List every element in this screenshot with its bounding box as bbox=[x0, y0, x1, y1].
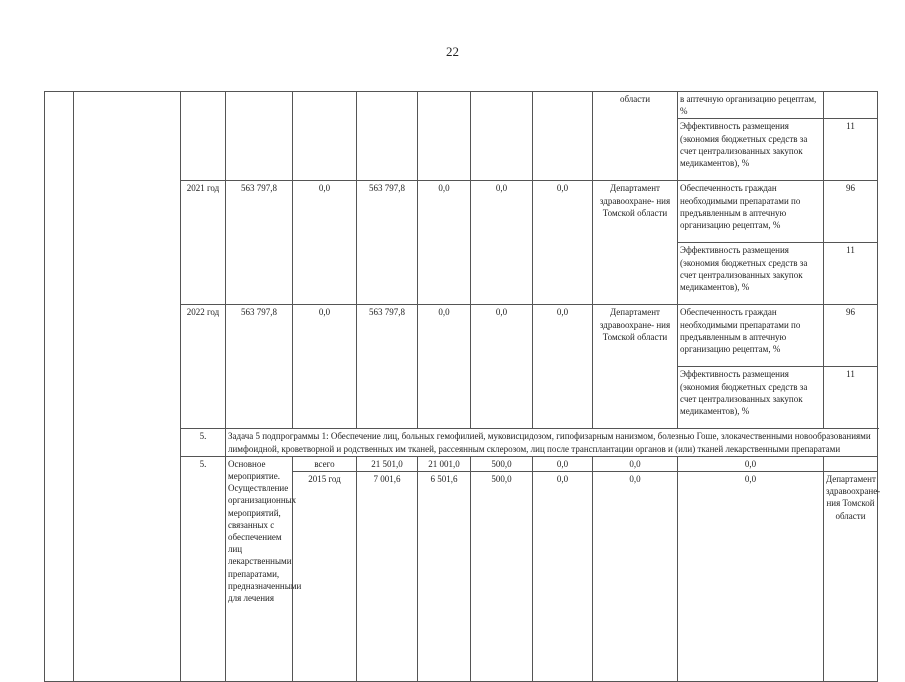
value-cell bbox=[824, 92, 878, 119]
total-label: всего bbox=[293, 456, 357, 471]
total-cell: 563 797,8 bbox=[226, 305, 293, 429]
extra-cell: 0,0 bbox=[678, 472, 824, 682]
department-cell: Департамент здравоохране- ния Томской области bbox=[593, 305, 678, 429]
year-cell: 2015 год bbox=[293, 472, 357, 682]
program-table bbox=[44, 91, 881, 682]
indicator-cell: Эффективность размещения (экономия бюджетных средств за счет централизованных закупок медикаментов), % bbox=[678, 119, 824, 181]
regional-cell: 500,0 bbox=[471, 456, 533, 471]
federal-cell: 21 001,0 bbox=[418, 456, 471, 471]
value-cell: 11 bbox=[824, 367, 878, 429]
total-cell: 7 001,6 bbox=[357, 472, 418, 682]
federal-cell: 0,0 bbox=[293, 305, 357, 429]
task-number: 5. bbox=[181, 429, 226, 456]
event-name-cell bbox=[74, 92, 181, 682]
indicator-cell: Обеспеченность граждан необходимыми препаратами по предъявленным в аптечную организацию рецептам, % bbox=[678, 181, 824, 243]
task-text: Задача 5 подпрограммы 1: Обеспечение лиц, больных гемофилией, муковисцидозом, гипофизарным нанизмом, болезнью Гоше, злокачественными новообразованиями лимфоидной, кроветворной и родственных им тканей, рассеянным склерозом, лиц после трансплантации органов и (или) тканей лекарственными препаратами bbox=[226, 429, 878, 456]
value-cell: 11 bbox=[824, 119, 878, 181]
federal-cell: 0,0 bbox=[293, 181, 357, 305]
year-cell bbox=[181, 92, 226, 181]
local-cell: 0,0 bbox=[418, 305, 471, 429]
other-cell: 0,0 bbox=[593, 456, 678, 471]
extra-cell: 0,0 bbox=[678, 456, 824, 471]
total-cell: 21 501,0 bbox=[357, 456, 418, 471]
regional-cell: 563 797,8 bbox=[357, 305, 418, 429]
regional-cell: 563 797,8 bbox=[357, 181, 418, 305]
other-cell: 0,0 bbox=[471, 305, 533, 429]
department-cell: Департамент здравоохране- ния Томской области bbox=[593, 181, 678, 305]
event-number: 5. bbox=[181, 456, 226, 682]
other-cell: 0,0 bbox=[471, 181, 533, 305]
extra-cell: 0,0 bbox=[533, 305, 593, 429]
local-cell: 0,0 bbox=[533, 472, 593, 682]
regional-cell: 500,0 bbox=[471, 472, 533, 682]
federal-cell: 6 501,6 bbox=[418, 472, 471, 682]
indicator-cell: Обеспеченность граждан необходимыми препаратами по предъявленным в аптечную организацию рецептам, % bbox=[678, 305, 824, 367]
local-cell: 0,0 bbox=[418, 181, 471, 305]
number-cell bbox=[45, 92, 74, 682]
value-cell: 11 bbox=[824, 243, 878, 305]
department-cell: Департамент здравоохране- ния Томской области bbox=[824, 472, 878, 682]
indicator-cell: Эффективность размещения (экономия бюджетных средств за счет централизованных закупок медикаментов), % bbox=[678, 243, 824, 305]
event-name: Основное мероприятие. Осуществление организационных мероприятий, связанных с обеспечением лиц лекарственными препаратами, предназначенными для лечения bbox=[226, 456, 293, 682]
value-cell: 96 bbox=[824, 181, 878, 243]
department-cell bbox=[824, 456, 878, 471]
department-cell: области bbox=[593, 92, 678, 181]
indicator-cell: Эффективность размещения (экономия бюджетных средств за счет централизованных закупок медикаментов), % bbox=[678, 367, 824, 429]
extra-cell: 0,0 bbox=[533, 181, 593, 305]
other-cell: 0,0 bbox=[593, 472, 678, 682]
table-row bbox=[45, 92, 878, 119]
indicator-cell: в аптечную организацию рецептам, % bbox=[678, 92, 824, 119]
total-cell: 563 797,8 bbox=[226, 181, 293, 305]
year-cell: 2021 год bbox=[181, 181, 226, 305]
value-cell: 96 bbox=[824, 305, 878, 367]
page-number: 22 bbox=[446, 44, 459, 59]
local-cell: 0,0 bbox=[533, 456, 593, 471]
year-cell: 2022 год bbox=[181, 305, 226, 429]
